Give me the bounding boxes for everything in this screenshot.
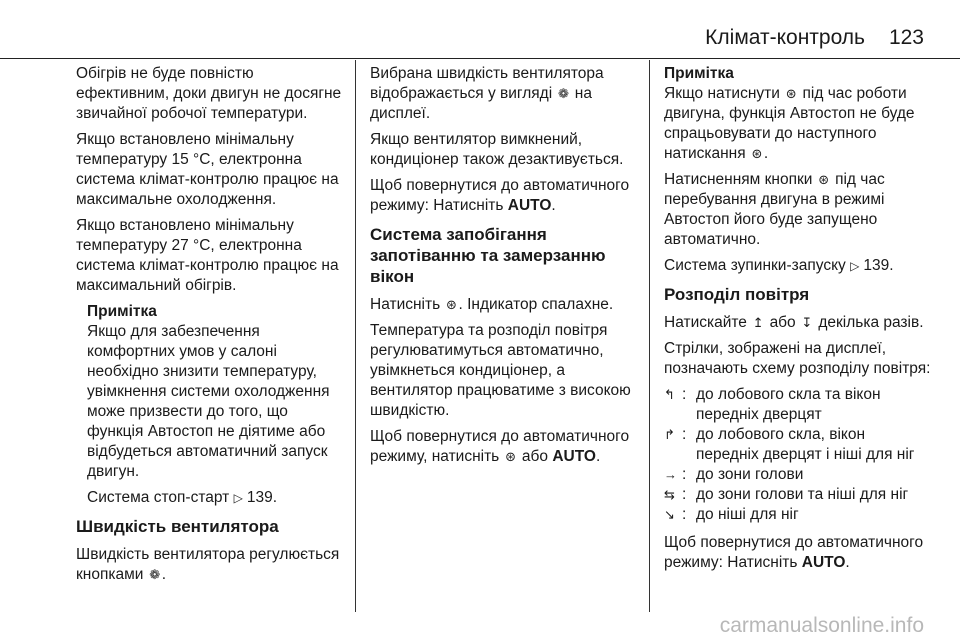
- windshield-side-footwell-icon: ↱: [664, 427, 675, 442]
- paragraph: Щоб повернутися до автоматичного режиму, натисніть ⊛ або AUTO.: [370, 428, 630, 465]
- footwell-icon: ↘: [664, 507, 675, 522]
- note-title: Примітка: [87, 303, 157, 320]
- header-rule: [0, 58, 960, 59]
- paragraph: Щоб повернутися до автоматичного режиму: Натисніть AUTO.: [370, 177, 630, 214]
- xref-page[interactable]: 139.: [246, 489, 278, 506]
- paragraph: Обігрів не буде повністю ефективним, доки двигун не досягне звичайної робочої температури.: [76, 65, 342, 122]
- paragraph: Натисніть ⊛. Індикатор спалахне.: [370, 296, 614, 313]
- list-item: ↱ : до лобового скла, вікон передніх дверцят і ніші для ніг: [664, 426, 915, 463]
- paragraph: Якщо встановлено мінімальну температуру 15 °C, електронна система клімат-контролю працює на максимальне охолодження.: [76, 131, 339, 208]
- paragraph: Швидкість вентилятора регулюється кнопками ❁.: [76, 546, 340, 583]
- column-divider: [355, 60, 356, 612]
- head-area-icon: →: [664, 467, 677, 482]
- list-item: → : до зони голови: [664, 466, 804, 483]
- defrost-icon: ⊛: [505, 449, 517, 464]
- list-item: ↰ : до лобового скла та вікон передніх дверцят: [664, 386, 881, 423]
- cross-reference-icon: ▷: [233, 491, 243, 505]
- section-heading: Розподіл повітря: [664, 285, 810, 304]
- air-up-icon: ↥: [752, 315, 764, 330]
- fan-icon: ❁: [149, 567, 161, 582]
- paragraph: Стрілки, зображені на дисплеї, позначають схему розподілу повітря:: [664, 340, 931, 377]
- auto-button-label: AUTO: [801, 554, 846, 571]
- paragraph: Натискайте ↥ або ↧ декілька разів.: [664, 314, 924, 331]
- note-block: [87, 302, 346, 508]
- page-title: Клімат-контроль: [705, 26, 865, 49]
- head-footwell-icon: ⇆: [664, 487, 675, 502]
- list-item: ↘ : до ніші для ніг: [664, 506, 799, 523]
- note-text: Якщо для забезпечення комфортних умов у салоні необхідно знизити температуру, увімкнення системи охолодження може призвести до того, що функція Автостоп не діятиме або відбудеться автоматичний запуск двигун.: [87, 323, 330, 480]
- paragraph: Вибрана швидкість вентилятора відображається у вигляді ❁ на дисплеї.: [370, 65, 604, 122]
- defrost-icon: ⊛: [751, 146, 763, 161]
- section-heading: Система запобігання запотіванню та замерзанню вікон: [370, 225, 606, 286]
- paragraph: Якщо вентилятор вимкнений, кондиціонер також дезактивується.: [370, 131, 624, 168]
- cross-reference-icon: ▷: [850, 259, 860, 273]
- list-item: ⇆ : до зони голови та ніші для ніг: [664, 486, 909, 503]
- cross-reference: Система зупинки-запуску ▷ 139.: [664, 257, 894, 274]
- note-text: Якщо натиснути ⊛ під час роботи двигуна, функція Автостоп не буде спрацьовувати до наступного натискання ⊛.: [664, 85, 915, 162]
- watermark: carmanualsonline.info: [719, 614, 924, 637]
- auto-button-label: AUTO: [552, 448, 596, 465]
- note-title: Примітка: [664, 65, 734, 82]
- column-1: [76, 64, 346, 591]
- column-2: [370, 64, 638, 473]
- page-header: [0, 0, 960, 58]
- page-number: 123: [888, 26, 924, 49]
- paragraph: Температура та розподіл повітря регулюватимуться автоматично, увімкнеться кондиціонер, а вентилятор працюватиме з високою швидкістю.: [370, 322, 631, 419]
- section-heading: Швидкість вентилятора: [76, 517, 279, 536]
- windshield-side-windows-icon: ↰: [664, 387, 675, 402]
- note-block: [664, 64, 932, 250]
- note-text: Натисненням кнопки ⊛ під час перебування двигуна в режимі Автостоп його буде запущено автоматично.: [664, 171, 885, 248]
- column-divider: [649, 60, 650, 612]
- fan-icon: ❁: [558, 86, 569, 101]
- defrost-icon: ⊛: [785, 86, 797, 101]
- cross-reference: [87, 488, 346, 508]
- column-3: [664, 64, 932, 579]
- auto-button-label: AUTO: [507, 197, 552, 214]
- paragraph: Якщо встановлено мінімальну температуру 27 °C, електронна система клімат-контролю працює на максимальний обігрів.: [76, 217, 339, 294]
- air-distribution-list: [664, 385, 932, 525]
- paragraph: Щоб повернутися до автоматичного режиму: Натисніть AUTO.: [664, 534, 924, 571]
- air-down-icon: ↧: [801, 315, 813, 330]
- defrost-icon: ⊛: [446, 297, 457, 312]
- defrost-icon: ⊛: [818, 172, 830, 187]
- xref-label: Система стоп-старт: [87, 489, 230, 506]
